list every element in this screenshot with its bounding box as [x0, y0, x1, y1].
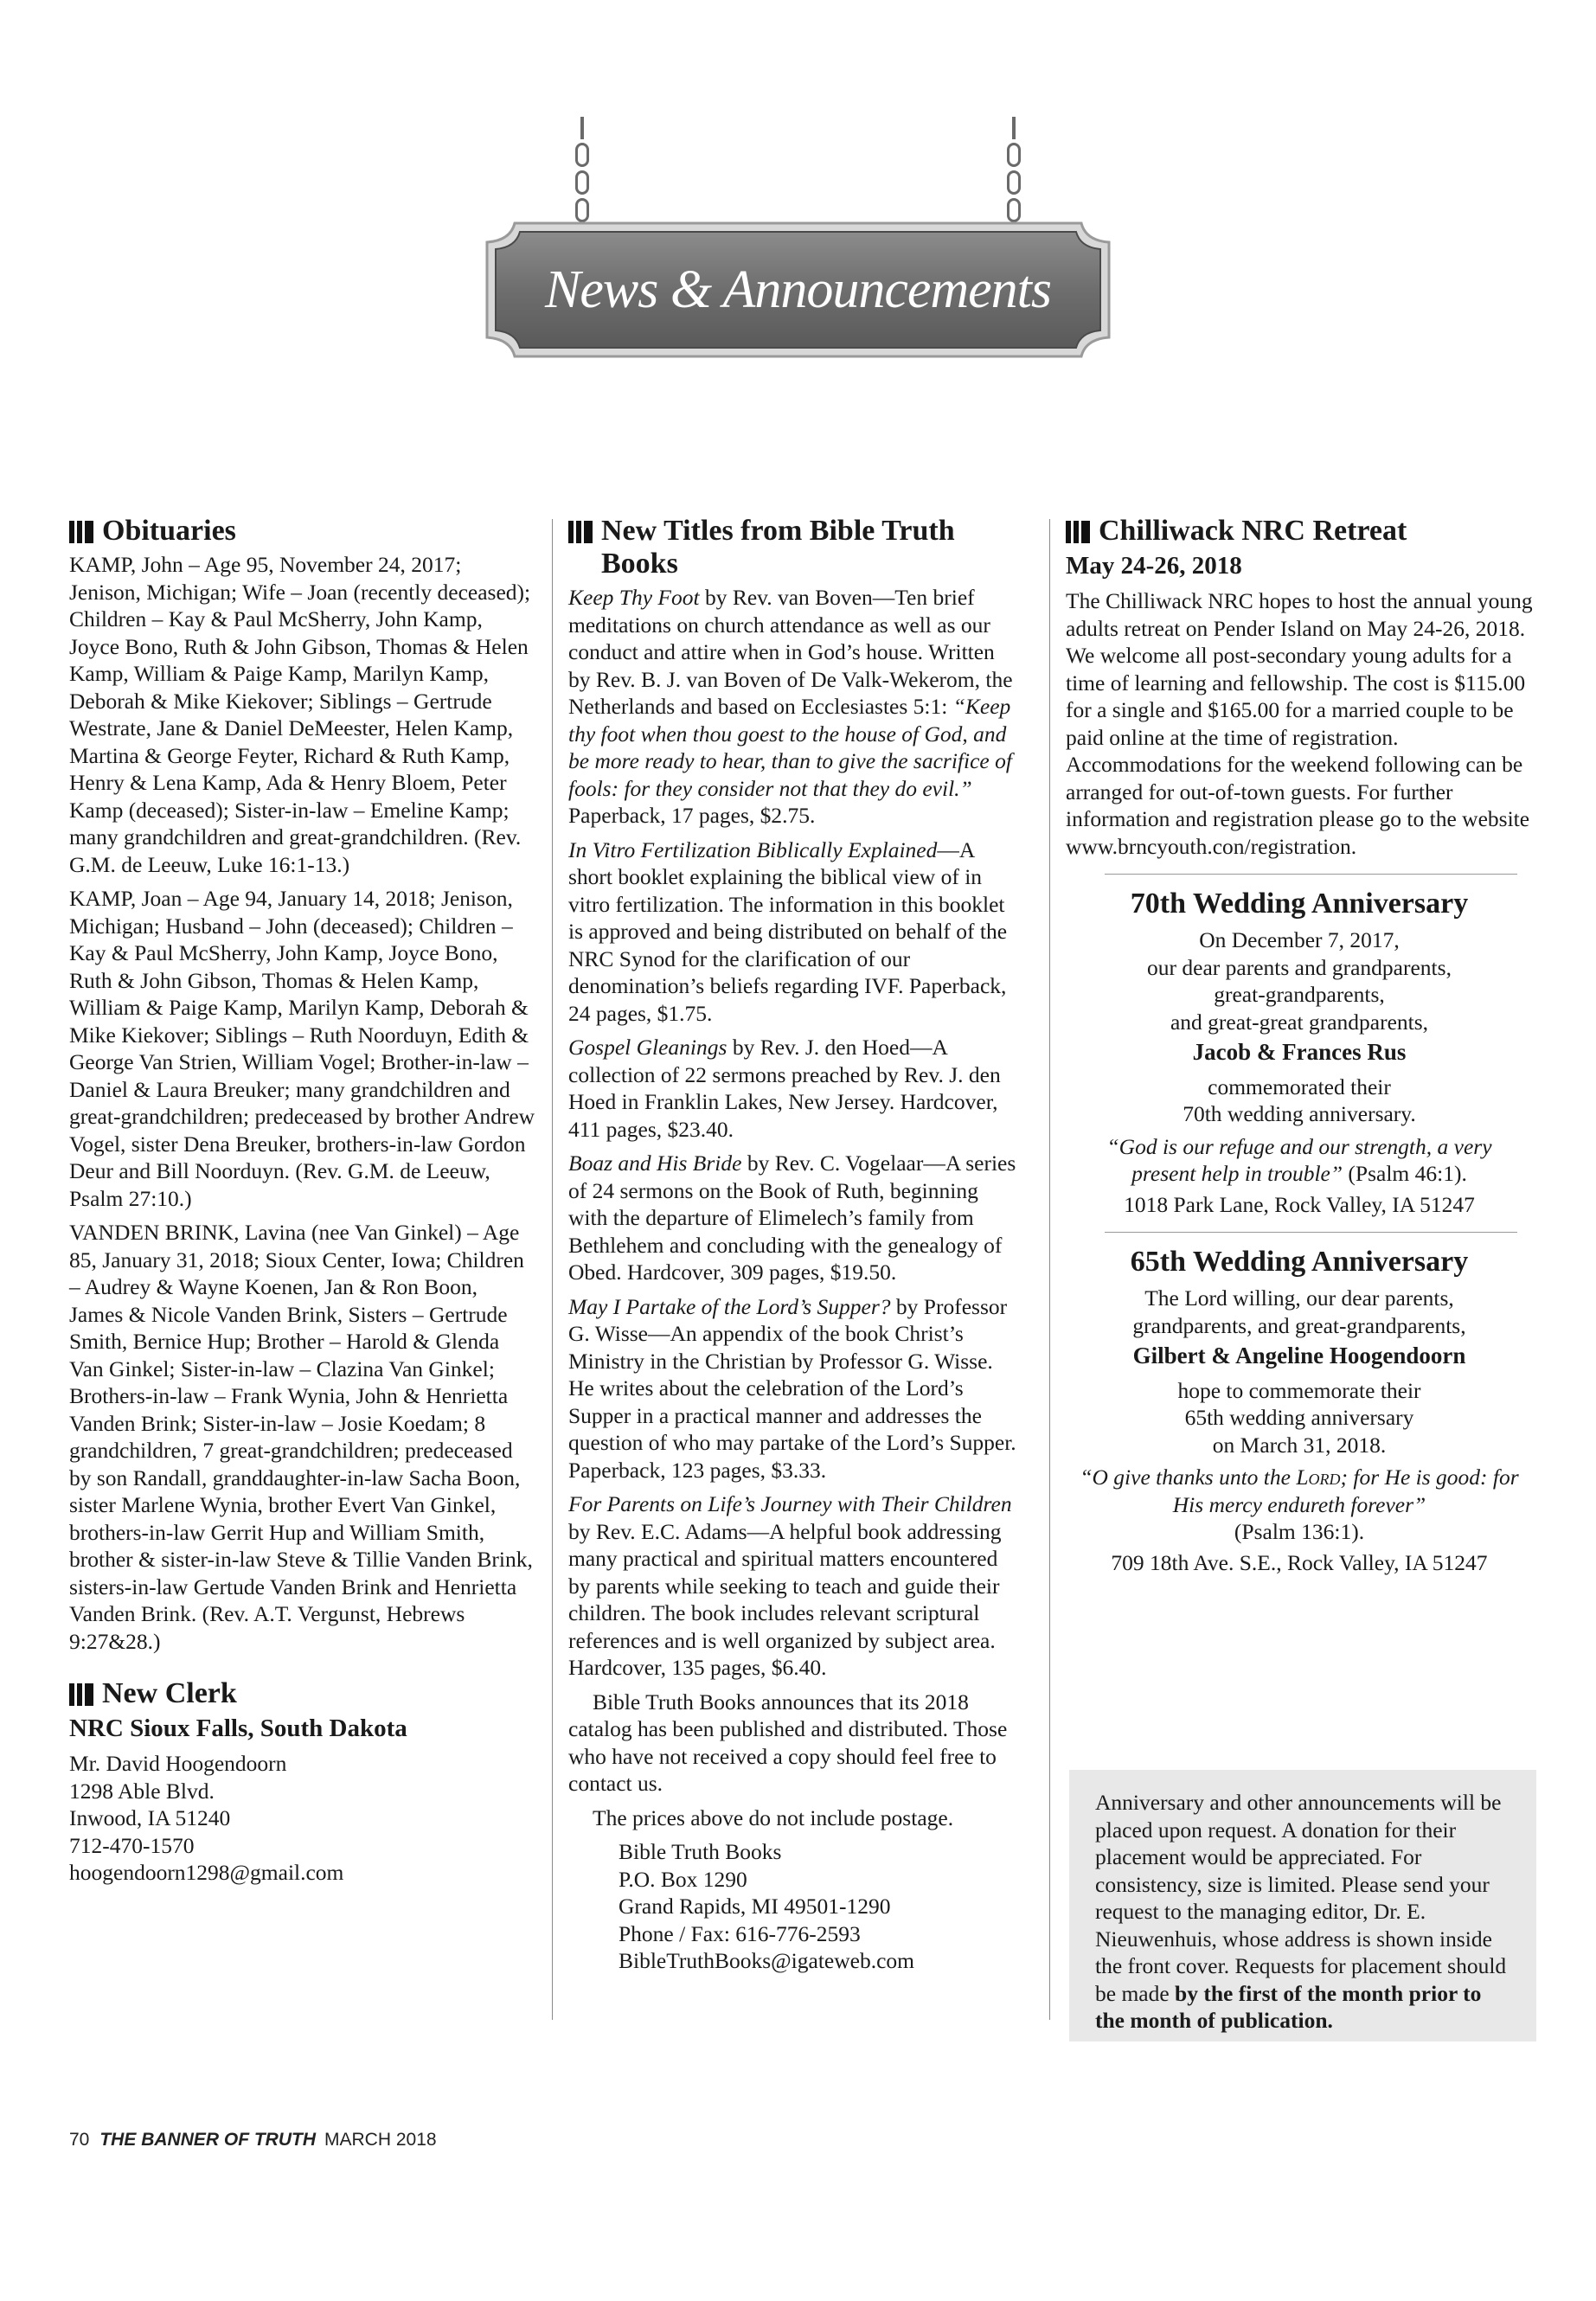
column-divider — [552, 519, 553, 2020]
announcement-policy-box: Anniversary and other announcements will be placed upon request. A donation for their placement would be appreciated. For consistency, size is limited. Please send your request to the managing editor, Dr. E. Nieuwenhuis, whose address is shown inside the front cover. Requests for placement should be made by the first of the month prior to the month of publication. — [1069, 1770, 1536, 2041]
retreat-heading: Chilliwack NRC Retreat — [1066, 515, 1533, 548]
new-titles-heading: New Titles from Bible Truth Books — [568, 515, 1021, 580]
verse-reference: (Psalm 136:1). — [1234, 1519, 1365, 1544]
anniversary-70-heading: 70th Wedding Anniversary — [1130, 888, 1469, 920]
clerk-phone: 712-470-1570 — [69, 1832, 195, 1858]
column-right: Chilliwack NRC Retreat May 24-26, 2018 The Chilliwack NRC hopes to host the annual young adults retreat on Pender Island on May 24-26, 2018. We welcome all post-secondary young adults for a time of learning and fellowship. The cost is $115.00 for a single and $165.00 for a married couple to be paid online at the time of registration. Accommodations for the weekend following can be arranged for out-of-town guests. For further information and registration please go to the website www.brncyouth.con/registration. 70th Wedding Anniversary On December 7, 2017, our dear parents and grandparents, great-grandparents, and great-great grandparents, Jacob & Frances Rus commemorated their 70th wedding anniversary. “God is our refuge and our strength, a very present help in trouble” (Psalm 46:1). 1018 Park Lane, Rock Valley, IA 51247 65th Wedding Anniversary The Lord willing, our dear parents, grandparents, and great-grandparents, Gilbert & Angeline Hoogendoorn hope to commemorate their 65th wedding anniversary on March 31, 2018. “O give thanks unto the Lord; for He is good: for His mercy endureth forever” (Psalm 136:1). 709 18th Ave. S.E., Rock Valley, IA 51247 — [1066, 515, 1533, 1575]
book-entry: For Parents on Life’s Journey with Their Children by Rev. E.C. Adams—A helpful book addressing many practical and spiritual matters encountered by parents while seeking to teach and guide their children. The book includes relevant scriptural references and is well organized by subject area. Hardcover, 135 pages, $6.40. — [568, 1491, 1012, 1680]
obituaries-heading: Obituaries — [69, 515, 536, 548]
obituary-entry: KAMP, John – Age 95, November 24, 2017; Jenison, Michigan; Wife – Joan (recently deceased); Children – Kay & Paul McSherry, John Kamp, Joyce Bono, Ruth & John Gibson, Thomas & Helen Kamp, William & Paige Kamp, Marilyn Kamp, Deborah & Mike Kiekover; Siblings – Gertrude Westrate, Jane & Daniel DeMeester, Helen Kamp, Martina & George Feyter, Richard & Ruth Kamp, Henry & Lena Kamp, Ada & Henry Bloem, Peter Kamp (deceased); Sister-in-law – Emeline Kamp; many grandchildren and great-grandchildren. (Rev. G.M. de Leeuw, Luke 16:1-13.) — [69, 552, 531, 877]
retreat-dates: May 24-26, 2018 — [1066, 552, 1242, 580]
catalog-note: Bible Truth Books announces that its 2018 catalog has been published and distributed. Those who have not received a copy should feel free to contact us. — [568, 1689, 1008, 1796]
book-entry: Keep Thy Foot by Rev. van Boven—Ten brief meditations on church attendance as well as our conduct and attire when in God’s house. Written by Rev. B. J. van Boven of De Valk-Wekerom, the Netherlands and based on Ecclesiastes 5:1: “Keep thy foot when thou goest to the house of God, and be more ready to hear, than to give the sacrifice of fools: for they consider not that they do evil.” Paperback, 17 pages, $2.75. — [568, 585, 1013, 828]
clerk-church: NRC Sioux Falls, South Dakota — [69, 1715, 407, 1742]
section-bars-icon — [69, 521, 93, 543]
page-number: 70 — [69, 2130, 90, 2150]
book-title: May I Partake of the Lord’s Supper? — [568, 1293, 891, 1319]
book-title: For Parents on Life’s Journey with Their Children — [568, 1491, 1012, 1516]
bible-truth-books-contact: Bible Truth Books P.O. Box 1290 Grand Rapids, MI 49501-1290 Phone / Fax: 616-776-2593 BibleTruthBooks@igateweb.com — [619, 1838, 1021, 1975]
book-quote: “Keep thy foot when thou goest to the house of God, and be more ready to hear, than to give the sacrifice of fools: for they consider not that they do evil.” — [568, 694, 1012, 801]
retreat-body: The Chilliwack NRC hopes to host the annual young adults retreat on Pender Island on May 24-26, 2018. We welcome all post-secondary young adults for a time of learning and fellowship. The cost is $115.00 for a single and $165.00 for a married couple to be paid online at the time of registration. Accommodations for the weekend following can be arranged for out-of-town guests. For further information and registration please go to the website www.brncyouth.con/registration. — [1066, 588, 1533, 859]
section-bars-icon — [1066, 521, 1090, 543]
couple-names: Gilbert & Angeline Hoogendoorn — [1132, 1343, 1466, 1368]
book-entry: May I Partake of the Lord’s Supper? by Professor G. Wisse—An appendix of the book Christ’s Ministry in the Christian by Professor G. Wisse. He writes about the celebration of the Lord’s Supper in a practical manner and addresses the question of who may partake of the Lord’s Supper. Paperback, 123 pages, $3.33. — [568, 1293, 1016, 1483]
anniversary-65-heading: 65th Wedding Anniversary — [1130, 1246, 1469, 1278]
scripture-verse: “God is our refuge and our strength, a very present help in trouble” (Psalm 46:1). — [1106, 1133, 1492, 1186]
issue-date: MARCH 2018 — [324, 2130, 437, 2150]
contact-email[interactable]: BibleTruthBooks@igateweb.com — [619, 1948, 914, 1973]
book-title: Gospel Gleanings — [568, 1035, 727, 1060]
column-middle — [568, 515, 1021, 1975]
book-entry: Gospel Gleanings by Rev. J. den Hoed—A collection of 22 sermons preached by Rev. J. den Hoed in Franklin Lakes, New Jersey. Hardcover, 411 pages, $23.40. — [568, 1035, 1001, 1142]
sign-title: News & Announcements — [544, 260, 1051, 319]
divider — [1105, 1232, 1517, 1233]
magazine-name: THE BANNER OF TRUTH — [99, 2130, 317, 2150]
book-entry: Boaz and His Bride by Rev. C. Vogelaar—A series of 24 sermons on the Book of Ruth, beginning with the departure of Elimelech’s family from Bethlehem and concluding with the genealogy of Obed. Hardcover, 309 pages, $19.50. — [568, 1150, 1016, 1285]
clerk-email[interactable]: hoogendoorn1298@gmail.com — [69, 1860, 344, 1885]
page-footer — [69, 2130, 437, 2150]
new-clerk-heading: New Clerk — [69, 1677, 536, 1710]
couple-names: Jacob & Frances Rus — [1192, 1039, 1407, 1065]
couple-address: 1018 Park Lane, Rock Valley, IA 51247 — [1124, 1191, 1475, 1217]
scripture-verse: “O give thanks unto the Lord; for He is good: for His mercy endureth forever” — [1080, 1465, 1519, 1517]
postage-note: The prices above do not include postage. — [593, 1804, 954, 1830]
clerk-street: 1298 Able Blvd. — [69, 1778, 215, 1804]
column-divider — [1049, 519, 1050, 2020]
divider — [1105, 874, 1517, 875]
book-entry: In Vitro Fertilization Biblically Explained—A short booklet explaining the biblical view of in vitro fertilization. The information in this booklet is approved and being distributed on behalf of the NRC Synod for the clarification of our denomination’s beliefs regarding IVF. Paperback, 24 pages, $1.75. — [568, 836, 1008, 1026]
hanging-sign — [480, 117, 1116, 376]
book-title: Keep Thy Foot — [568, 585, 700, 610]
clerk-name: Mr. David Hoogendoorn — [69, 1751, 287, 1776]
section-bars-icon — [568, 521, 593, 543]
clerk-city: Inwood, IA 51240 — [69, 1805, 231, 1830]
book-title: In Vitro Fertilization Biblically Explained — [568, 836, 938, 862]
obituary-entry: KAMP, Joan – Age 94, January 14, 2018; Jenison, Michigan; Husband – John (deceased); Children – Kay & Paul McSherry, John Kamp, Joyce Bono, Ruth & John Gibson, Thomas & Helen Kamp, William & Paige Kamp, Marilyn Kamp, Deborah & Mike Kiekover; Siblings – Ruth Noorduyn, Edith & George Van Strien, William Vogel; Brother-in-law – Daniel & Laura Breuker; many grandchildren and great-grandchildren; predeceased by brother Andrew Vogel, sister Dena Breuker, brothers-in-law Gordon Deur and Bill Noorduyn. (Rev. G.M. de Leeuw, Psalm 27:10.) — [69, 886, 535, 1211]
left-chain — [575, 117, 589, 219]
obituary-entry: VANDEN BRINK, Lavina (nee Van Ginkel) – Age 85, January 31, 2018; Sioux Center, Iowa; Children – Audrey & Wayne Koenen, Jan & Ron Boon, James & Nicole Vanden Brink, Sisters – Gertrude Smith, Bernice Hup; Brother – Harold & Glenda Van Ginkel; Sister-in-law – Clazina Van Ginkel; Brothers-in-law – Frank Wynia, John & Henrietta Vanden Brink; Sister-in-law – Josie Koedam; 8 grandchildren, 7 great-grandchildren; predeceased by son Randall, granddaughter-in-law Sacha Boon, sister Marlene Wynia, brother Evert Van Ginkel, brothers-in-law Gerrit Hup and William Smith, brother & sister-in-law Steve & Tillie Vanden Brink, sisters-in-law Gertude Vanden Brink and Henrietta Vanden Brink. (Rev. A.T. Vergunst, Hebrews 9:27&28.) — [69, 1220, 533, 1654]
column-left — [69, 515, 536, 1887]
couple-address: 709 18th Ave. S.E., Rock Valley, IA 51247 — [1111, 1549, 1488, 1575]
book-title: Boaz and His Bride — [568, 1150, 742, 1176]
section-bars-icon — [69, 1683, 93, 1706]
right-chain — [1007, 117, 1021, 219]
